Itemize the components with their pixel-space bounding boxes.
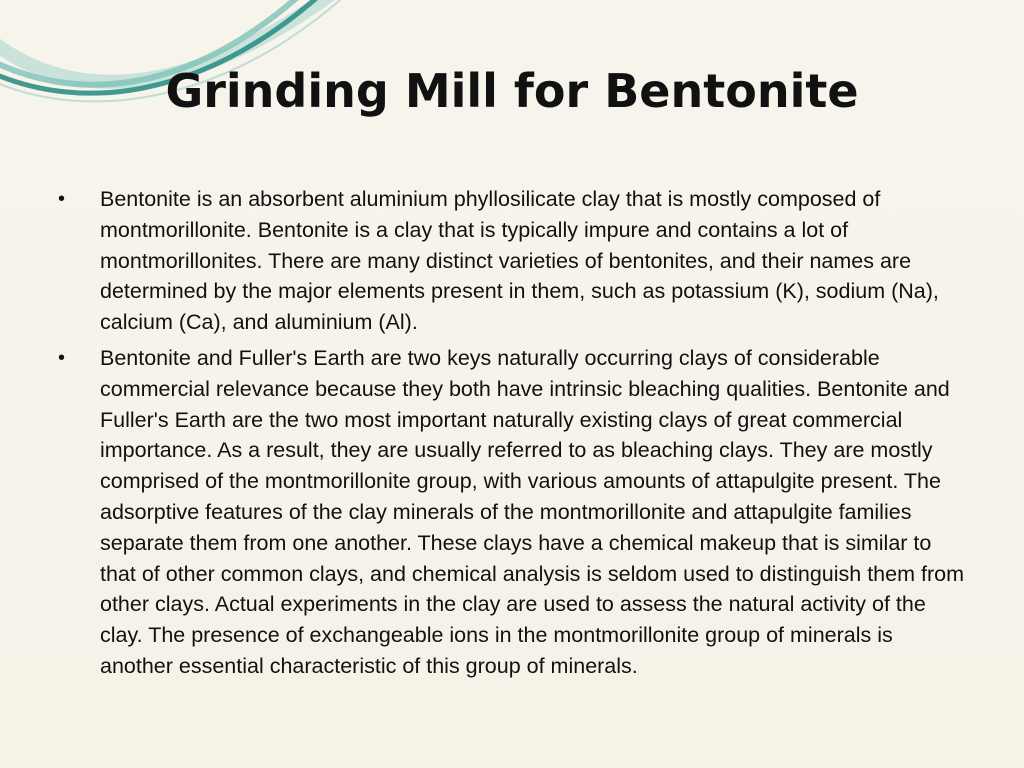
bullet-item — [58, 343, 968, 682]
bullet-text: Bentonite is an absorbent aluminium phyllosilicate clay that is mostly composed of montmorillonite. Bentonite is a clay that is typically impure and contains a lot of montmorillonites. There are many distinct varieties of bentonites, and their names are determined by the major elements present in them, such as potassium (K), sodium (Na), calcium (Ca), and aluminium (Al). — [100, 187, 939, 335]
slide-title: Grinding Mill for Bentonite — [165, 64, 859, 118]
bullet-item — [58, 184, 968, 338]
slide-body — [58, 184, 968, 687]
bullet-list — [58, 184, 968, 682]
bullet-icon: • — [58, 346, 66, 369]
bullet-text: Bentonite and Fuller's Earth are two keys naturally occurring clays of considerable commercial relevance because they both have intrinsic bleaching qualities. Bentonite and Fuller's Earth are the two most important naturally existing clays of great commercial importance. As a result, they are usually referred to as bleaching clays. They are mostly comprised of the montmorillonite group, with various amounts of attapulgite present. The adsorptive features of the clay minerals of the montmorillonite and attapulgite families separate them from one another. These clays have a chemical makeup that is similar to that of other common clays, and chemical analysis is seldom used to distinguish them from other clays. Actual experiments in the clay are used to assess the natural activity of the clay. The presence of exchangeable ions in the montmorillonite group of minerals is another essential characteristic of this group of minerals. — [100, 345, 964, 678]
bullet-icon: • — [58, 188, 66, 210]
